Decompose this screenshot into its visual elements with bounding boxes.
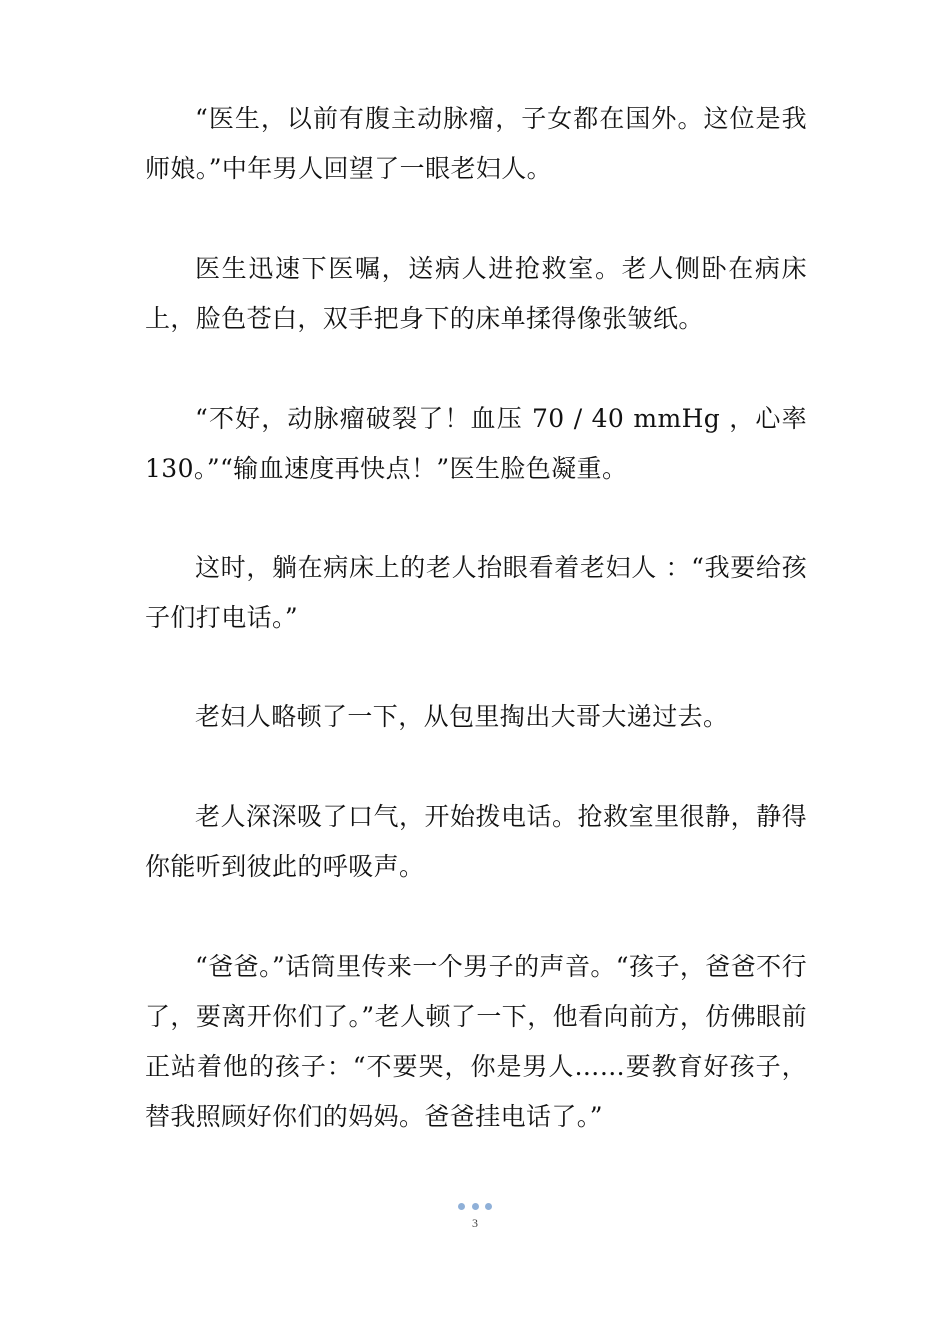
paragraph-1: “医生，以前有腹主动脉瘤，子女都在国外。这位是我师娘。”中年男人回望了一眼老妇人。 <box>145 104 807 183</box>
paragraph-5: 老妇人略顿了一下，从包里掏出大哥大递过去。 <box>195 702 729 731</box>
page-number: 3 <box>472 1216 478 1230</box>
dot-icon <box>472 1203 479 1210</box>
dot-icon <box>458 1203 465 1210</box>
paragraph-6: 老人深深吸了口气，开始拨电话。抢救室里很静，静得你能听到彼此的呼吸声。 <box>145 802 807 881</box>
paragraph-4: 这时，躺在病床上的老人抬眼看着老妇人 ：“我要给孩子们打电话。” <box>145 553 807 632</box>
footer-dots-icon <box>458 1202 492 1210</box>
paragraph-3: “不好，动脉瘤破裂了！血压 70 / 40 mmHg ，心率130。”“输血速度再快点！”医生脸色凝重。 <box>145 404 807 483</box>
paragraph-2: 医生迅速下医嘱，送病人进抢救室。老人侧卧在病床上，脸色苍白，双手把身下的床单揉得像张皱纸。 <box>145 254 807 333</box>
dot-icon <box>485 1203 492 1210</box>
paragraph-7: “爸爸。”话筒里传来一个男子的声音。“孩子，爸爸不行了，要离开你们了。”老人顿了一下，他看向前方，仿佛眼前正站着他的孩子：“不要哭，你是男人……要教育好孩子，替我照顾好你们的妈妈。爸爸挂电话了。” <box>145 952 807 1131</box>
